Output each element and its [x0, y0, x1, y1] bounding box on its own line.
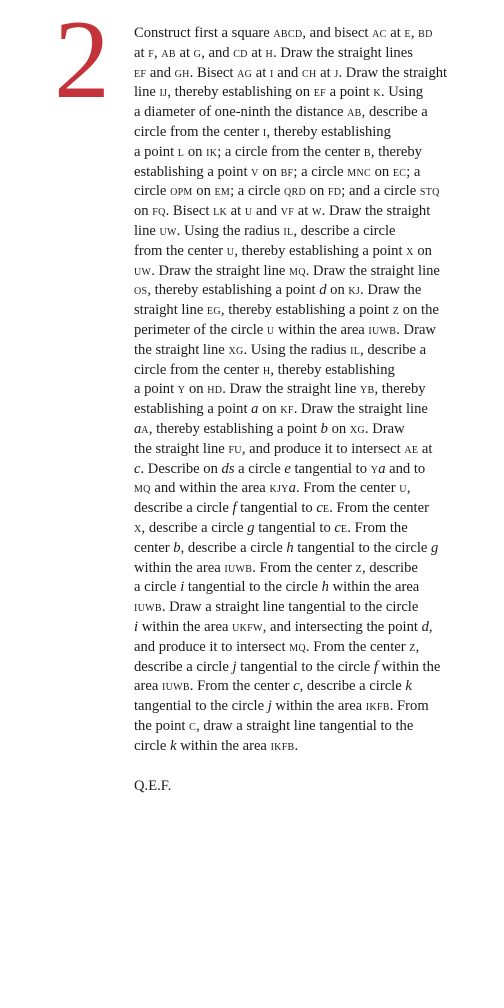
- italic-label: d: [319, 282, 327, 299]
- italic-label: g: [247, 519, 255, 536]
- text-line: on fq. Bisect lk at u and vf at w. Draw the straight: [134, 203, 431, 220]
- text-line: establishing a point a on kf. Draw the straight line: [134, 401, 428, 418]
- text-line: iuwb. Draw a straight line tangential to the circle: [134, 599, 419, 616]
- point-label: e: [340, 519, 348, 536]
- point-label: qrd: [284, 183, 306, 200]
- point-label: g: [193, 44, 202, 61]
- italic-label: c: [316, 500, 323, 517]
- point-label: abcd: [273, 25, 303, 41]
- point-label: bf: [280, 163, 294, 180]
- text-line: describe a circle j tangential to the circle f within the: [134, 658, 441, 675]
- point-label: kjy: [269, 480, 289, 497]
- text-line: a point y on hd. Draw the straight line yb, thereby: [134, 381, 426, 398]
- text-line: circle opm on em; a circle qrd on fd; and a circle stq: [134, 183, 440, 200]
- point-label: l: [177, 143, 185, 160]
- text-line: within the area iuwb. From the center z, describe: [134, 559, 418, 576]
- point-label: ik: [206, 143, 218, 160]
- point-label: iuwb: [224, 559, 253, 576]
- text-line: i within the area ukfw, and intersecting the point d,: [134, 618, 433, 635]
- text-line: tangential to the circle j within the area ikfb. From: [134, 698, 429, 715]
- italic-label: i: [180, 579, 185, 596]
- point-label: uw: [159, 222, 177, 239]
- italic-label: b: [173, 539, 181, 556]
- italic-label: ds: [221, 460, 235, 477]
- point-label: em: [214, 183, 231, 200]
- point-label: i: [269, 64, 274, 81]
- point-label: w: [311, 203, 322, 220]
- point-label: kf: [280, 401, 294, 418]
- point-label: opm: [170, 183, 193, 200]
- italic-label: f: [232, 500, 237, 517]
- text-line: at f, ab at g, and cd at h. Draw the straight lines: [134, 44, 413, 61]
- italic-label: g: [431, 539, 439, 556]
- point-label: yb: [360, 381, 375, 398]
- point-label: ec: [392, 163, 407, 180]
- text-line: line ij, thereby establishing on ef a point k. Using: [134, 84, 424, 101]
- section-numeral: 2: [54, 0, 110, 122]
- italic-label: j: [267, 698, 272, 715]
- point-label: ab: [347, 104, 362, 121]
- point-label: e: [404, 25, 411, 41]
- point-label: mnc: [347, 163, 371, 180]
- italic-label: k: [170, 737, 177, 754]
- point-label: ikfb: [365, 698, 390, 715]
- italic-label: a: [378, 460, 386, 477]
- text-line: circle k within the area ikfb.: [134, 737, 299, 754]
- italic-label: a: [251, 401, 259, 418]
- point-label: vf: [280, 203, 295, 220]
- italic-label: k: [405, 678, 412, 695]
- text-line: uw. Draw the straight line mq. Draw the straight line: [134, 262, 440, 279]
- text-line: x, describe a circle g tangential to ce. From the: [134, 519, 408, 536]
- point-label: ef: [134, 64, 147, 81]
- point-label: hd: [207, 381, 223, 398]
- point-label: mq: [289, 262, 306, 279]
- point-label: z: [409, 638, 416, 655]
- point-label: xg: [349, 420, 365, 437]
- point-label: x: [134, 519, 142, 536]
- point-label: h: [265, 44, 274, 61]
- point-label: bd: [418, 25, 433, 41]
- text-line: area iuwb. From the center c, describe a circle k: [134, 678, 412, 695]
- point-label: a: [141, 420, 149, 437]
- point-label: fd: [327, 183, 342, 200]
- text-line: center b, describe a circle h tangential to the circle g: [134, 539, 439, 556]
- point-label: il: [283, 222, 294, 239]
- point-label: eg: [206, 302, 221, 319]
- point-label: y: [370, 460, 379, 477]
- text-line: Construct first a square abcd, and bisect ac at e, bd: [134, 25, 433, 41]
- point-label: gh: [174, 64, 190, 81]
- point-label: stq: [419, 183, 440, 200]
- point-label: u: [226, 242, 235, 259]
- point-label: lk: [213, 203, 227, 220]
- text-line: circle from the center h, thereby establishing: [134, 361, 395, 378]
- point-label: xg: [228, 341, 244, 358]
- text-line: circle from the center i, thereby establishing: [134, 123, 391, 140]
- text-line: aa, thereby establishing a point b on xg. Draw: [134, 420, 405, 437]
- point-label: ch: [301, 64, 317, 81]
- text-line: a diameter of one-ninth the distance ab, describe a: [134, 104, 428, 121]
- italic-label: h: [286, 539, 294, 556]
- point-label: ef: [313, 84, 326, 101]
- italic-label: c: [134, 460, 141, 477]
- point-label: ab: [161, 44, 176, 61]
- text-line: establishing a point v on bf; a circle mnc on ec; a: [134, 163, 421, 180]
- point-label: u: [244, 203, 253, 220]
- point-label: fq: [152, 203, 166, 220]
- text-line: line uw. Using the radius il, describe a circle: [134, 222, 396, 239]
- point-label: h: [262, 361, 271, 378]
- italic-label: i: [134, 618, 139, 635]
- text-line: describe a circle f tangential to ce. From the center: [134, 500, 429, 517]
- point-label: fu: [228, 440, 242, 457]
- text-line: os, thereby establishing a point d on kj. Draw the: [134, 282, 422, 299]
- italic-label: a: [288, 480, 296, 497]
- point-label: j: [334, 64, 339, 81]
- point-label: x: [406, 242, 414, 259]
- point-label: f: [148, 44, 155, 61]
- point-label: mq: [134, 480, 151, 497]
- italic-label: f: [373, 658, 378, 675]
- italic-label: h: [321, 579, 329, 596]
- point-label: cd: [233, 44, 248, 61]
- point-label: z: [392, 302, 400, 319]
- point-label: u: [399, 480, 407, 497]
- italic-label: b: [320, 420, 328, 437]
- text-line: a point l on ik; a circle from the center b, thereby: [134, 143, 422, 160]
- point-label: ag: [237, 64, 253, 81]
- italic-label: c: [293, 678, 300, 695]
- text-line: straight line eg, thereby establishing a point z on the: [134, 302, 439, 319]
- text-line: perimeter of the circle u within the area iuwb. Draw: [134, 321, 436, 338]
- point-label: i: [262, 123, 267, 140]
- italic-label: d: [421, 618, 429, 635]
- point-label: uw: [134, 262, 152, 279]
- text-line: c. Describe on ds a circle e tangential to ya and to: [134, 460, 426, 477]
- point-label: c: [189, 717, 197, 734]
- qef-closing: Q.E.F.: [134, 778, 172, 794]
- point-label: z: [355, 559, 362, 576]
- point-label: iuwb: [161, 678, 190, 695]
- point-label: ikfb: [270, 737, 295, 754]
- point-label: ae: [404, 440, 419, 457]
- point-label: iuwb: [134, 599, 162, 616]
- point-label: kj: [348, 282, 361, 299]
- italic-label: j: [232, 658, 237, 675]
- text-line: and produce it to intersect mq. From the center z,: [134, 638, 420, 655]
- point-label: ij: [159, 84, 168, 101]
- text-line: ef and gh. Bisect ag at i and ch at j. Draw the straight: [134, 64, 448, 81]
- point-label: ac: [372, 25, 387, 41]
- text-line: the straight line xg. Using the radius il, describe a: [134, 341, 427, 358]
- point-label: iuwb: [368, 321, 397, 338]
- point-label: u: [266, 321, 275, 338]
- point-label: v: [251, 163, 259, 180]
- text-line: the point c, draw a straight line tangential to the: [134, 717, 414, 734]
- construction-text: [134, 24, 484, 756]
- point-label: mq: [289, 638, 306, 655]
- point-label: ukfw: [232, 618, 263, 635]
- text-line: a circle i tangential to the circle h within the area: [134, 579, 420, 596]
- point-label: y: [177, 381, 186, 398]
- italic-label: a: [134, 420, 142, 437]
- point-label: os: [134, 282, 148, 299]
- text-line: from the center u, thereby establishing a point x on: [134, 242, 432, 259]
- italic-label: e: [284, 460, 291, 477]
- point-label: k: [373, 84, 381, 101]
- text-line: the straight line fu, and produce it to intersect ae at: [134, 440, 433, 457]
- italic-label: c: [334, 519, 341, 536]
- text-line: mq and within the area kjya. From the center u,: [134, 480, 411, 497]
- point-label: b: [363, 143, 371, 160]
- point-label: e: [322, 500, 330, 517]
- point-label: il: [350, 341, 361, 358]
